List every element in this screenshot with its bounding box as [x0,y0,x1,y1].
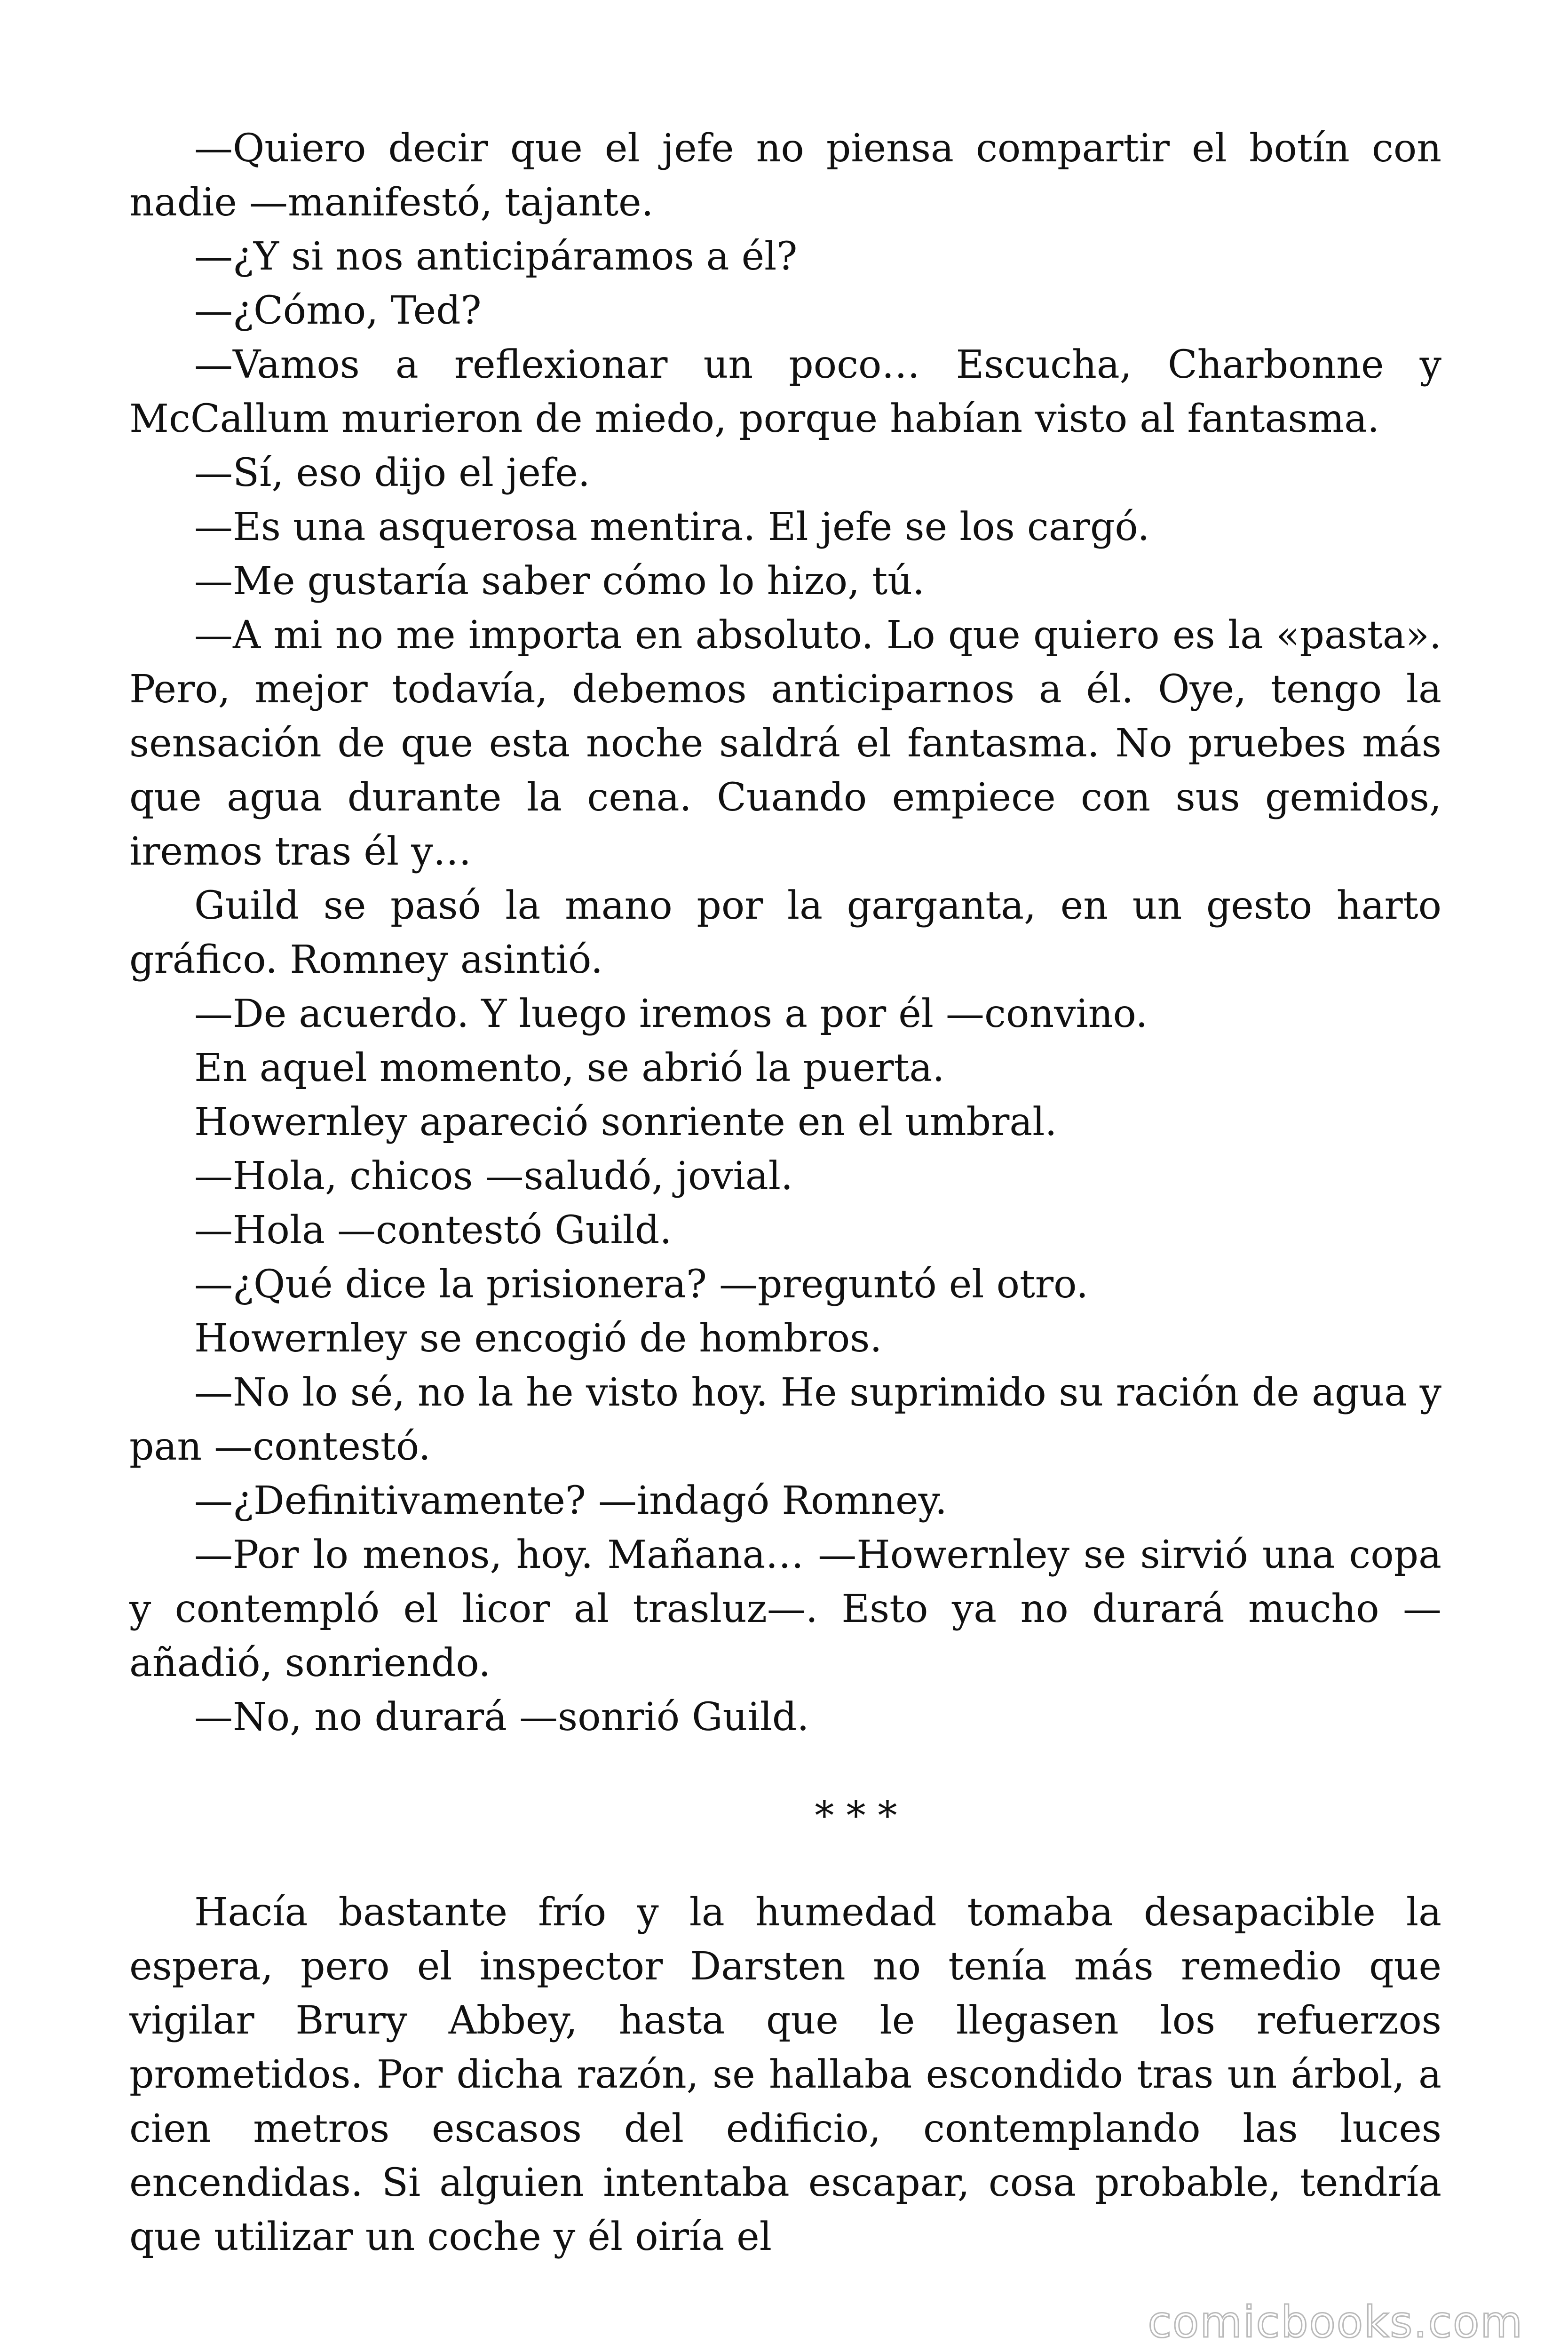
paragraph: Howernley se encogió de hombros. [194,1316,882,1361]
page-text [129,121,1441,2264]
paragraph: —Vamos a reflexionar un poco… Escucha, Charbonne y McCallum murieron de miedo, porque habían visto al fantasma. [129,342,1441,441]
paragraph: —A mi no me importa en absoluto. Lo que quiero es la «pasta». Pero, mejor todavía, debemos anticiparnos a él. Oye, tengo la sensación de que esta noche saldrá el fantasma. No pruebes más que agua durante la cena. Cuando empiece con sus gemidos, iremos tras él y… [129,613,1441,874]
paragraph: —No lo sé, no la he visto hoy. He suprimido su ración de agua y pan —contestó. [129,1370,1441,1469]
paragraph: —¿Cómo, Ted? [194,288,482,333]
paragraph: —Me gustaría saber cómo lo hizo, tú. [194,559,925,604]
dialogue-section [129,121,1441,1744]
paragraph: Howernley apareció sonriente en el umbral. [194,1100,1057,1144]
paragraph: Hacía bastante frío y la humedad tomaba desapacible la espera, pero el inspector Darsten no tenía más remedio que vigilar Brury Abbey, hasta que le llegasen los refuerzos prometidos. Por dicha razón, se hallaba escondido tras un árbol, a cien metros escasos del edificio, contemplando las luces encendidas. Si alguien intentaba escapar, cosa probable, tendría que utilizar un coche y él oiría el [129,1890,1441,2259]
paragraph: —Por lo menos, hoy. Mañana… —Howernley se sirvió una copa y contempló el licor al trasluz—. Esto ya no durará mucho —añadió, sonriendo. [129,1533,1441,1685]
paragraph: —Es una asquerosa mentira. El jefe se los cargó. [194,505,1150,549]
scene-break: * * * [815,1794,897,1838]
paragraph: —No, no durará —sonrió Guild. [194,1695,809,1740]
narrative-section [129,1885,1441,2264]
paragraph: —De acuerdo. Y luego iremos a por él —convino. [194,992,1148,1036]
paragraph: —¿Definitivamente? —indagó Romney. [194,1478,948,1523]
paragraph: —Hola, chicos —saludó, jovial. [194,1154,793,1199]
paragraph: En aquel momento, se abrió la puerta. [194,1046,945,1090]
paragraph: —Sí, eso dijo el jefe. [194,451,590,495]
paragraph: —¿Qué dice la prisionera? —preguntó el otro. [194,1262,1089,1307]
watermark-logo: comicbooks.com [1148,2297,1523,2347]
paragraph: —Hola —contestó Guild. [194,1208,672,1253]
paragraph: —¿Y si nos anticipáramos a él? [194,234,798,279]
paragraph: —Quiero decir que el jefe no piensa compartir el botín con nadie —manifestó, tajante. [129,126,1441,225]
paragraph: Guild se pasó la mano por la garganta, en un gesto harto gráfico. Romney asintió. [129,883,1441,982]
